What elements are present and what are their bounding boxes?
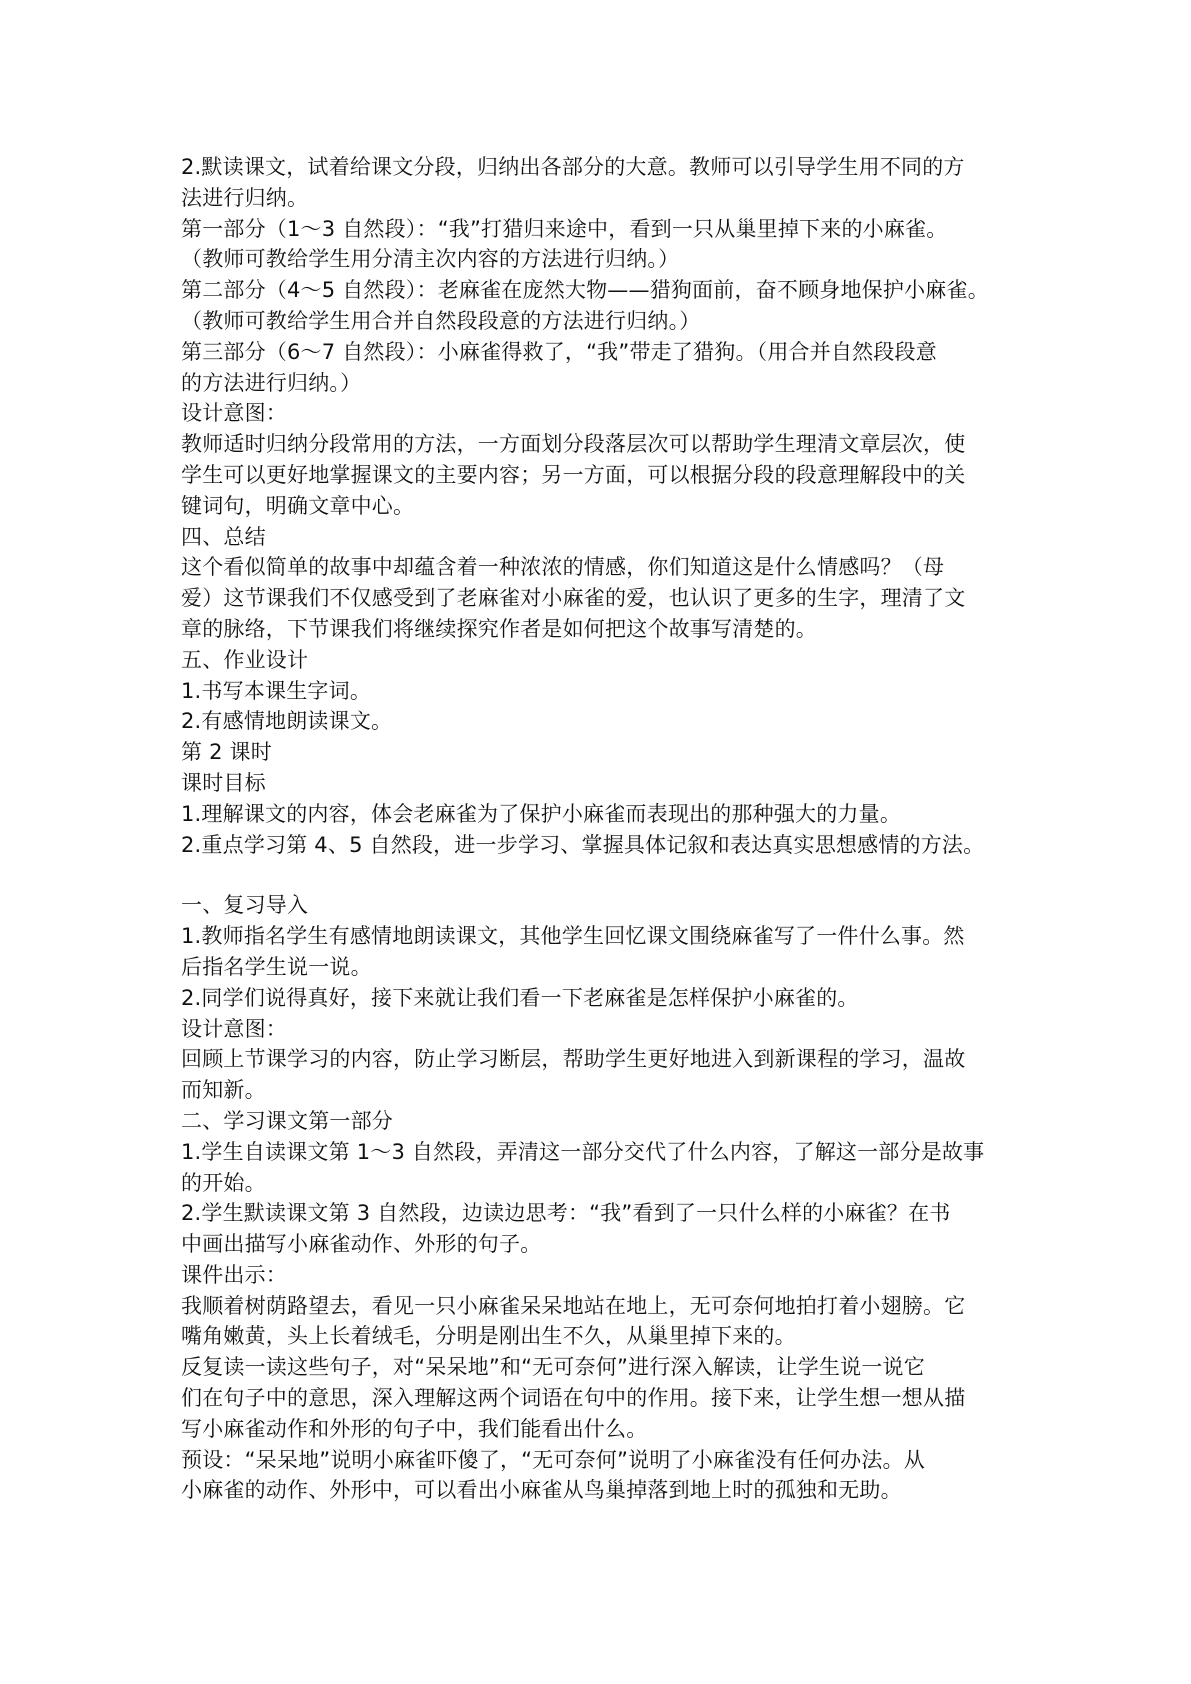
text-line: 2.同学们说得真好，接下来就让我们看一下老麻雀是怎样保护小麻雀的。: [181, 985, 859, 1010]
text-line: 2.默读课文，试着给课文分段，归纳出各部分的大意。教师可以引导学生用不同的方: [181, 155, 965, 179]
text-line: 2.学生默读课文第 3 自然段，边读边思考：“我”看到了一只什么样的小麻雀？在书: [181, 1201, 951, 1226]
text-line: 2.有感情地朗读课文。: [181, 709, 393, 734]
text-line: 1.学生自读课文第 1～3 自然段，弄清这一部分交代了什么内容，了解这一部分是故事: [181, 1139, 985, 1164]
text-line: 回顾上节课学习的内容，防止学习断层，帮助学生更好地进入到新课程的学习，温故: [181, 1047, 966, 1072]
document-page: [181, 152, 1031, 1506]
text-line: 课时目标: [181, 770, 266, 795]
text-line: 课件出示：: [181, 1262, 287, 1287]
text-line: 后指名学生说一说。: [181, 954, 372, 979]
text-line: 中画出描写小麻雀动作、外形的句子。: [181, 1232, 542, 1257]
text-line: 法进行归纳。: [181, 185, 309, 210]
text-line: 第一部分（1～3 自然段）：“我”打猎归来途中，看到一只从巢里掉下来的小麻雀。: [181, 216, 948, 241]
text-line: 这个看似简单的故事中却蕴含着一种浓浓的情感，你们知道这是什么情感吗？（母: [181, 555, 945, 580]
text-line: 第二部分（4～5 自然段）：老麻雀在庞然大物——猎狗面前，奋不顾身地保护小麻雀。: [181, 278, 989, 303]
text-line: 爱）这节课我们不仅感受到了老麻雀对小麻雀的爱，也认识了更多的生字，理清了文: [181, 586, 966, 611]
text-line: 嘴角嫩黄，头上长着绒毛，分明是刚出生不久，从巢里掉下来的。: [181, 1324, 796, 1349]
text-line: 第 2 课时: [181, 740, 272, 765]
text-line: 学生可以更好地掌握课文的主要内容；另一方面，可以根据分段的段意理解段中的关: [181, 462, 966, 487]
text-line: 五、作业设计: [181, 647, 309, 672]
text-line: 小麻雀的动作、外形中，可以看出小麻雀从鸟巢掉落到地上时的孤独和无助。: [181, 1478, 902, 1503]
text-line: 2.重点学习第 4、5 自然段，进一步学习、掌握具体记叙和表达真实思想感情的方法。: [181, 832, 985, 857]
text-line: 第三部分（6～7 自然段）：小麻雀得救了，“我”带走了猎狗。（用合并自然段段意: [181, 339, 937, 364]
text-line: （教师可教给学生用合并自然段段意的方法进行归纳。）: [181, 308, 701, 333]
text-line: 四、总结: [181, 524, 266, 549]
text-line: 的开始。: [181, 1170, 266, 1195]
text-line: 反复读一读这些句子，对“呆呆地”和“无可奈何”进行深入解读，让学生说一说它: [181, 1355, 925, 1380]
text-line: 教师适时归纳分段常用的方法，一方面划分段落层次可以帮助学生理清文章层次，使: [181, 432, 966, 457]
text-line: 设计意图：: [181, 1016, 287, 1041]
text-line: 而知新。: [181, 1078, 266, 1103]
text-line: 1.理解课文的内容，体会老麻雀为了保护小麻雀而表现出的那种强大的力量。: [181, 801, 902, 826]
text-line: （教师可教给学生用分清主次内容的方法进行归纳。）: [181, 247, 680, 272]
text-line: 章的脉络，下节课我们将继续探究作者是如何把这个故事写清楚的。: [181, 616, 817, 641]
text-line: 们在句子中的意思，深入理解这两个词语在句中的作用。接下来，让学生想一想从描: [181, 1386, 966, 1411]
text-line: 1.书写本课生字词。: [181, 678, 372, 703]
text-line: 的方法进行归纳。）: [181, 370, 362, 395]
text-line: 键词句，明确文章中心。: [181, 493, 415, 518]
blank-line: [181, 860, 1031, 890]
text-line: 二、学习课文第一部分: [181, 1108, 393, 1133]
text-line: 一、复习导入: [181, 893, 309, 918]
text-line: 设计意图：: [181, 401, 287, 426]
text-line: 我顺着树荫路望去，看见一只小麻雀呆呆地站在地上，无可奈何地拍打着小翅膀。它: [181, 1293, 966, 1318]
text-line: 1.教师指名学生有感情地朗读课文，其他学生回忆课文围绕麻雀写了一件什么事。然: [181, 924, 965, 949]
text-line: 预设：“呆呆地”说明小麻雀吓傻了，“无可奈何”说明了小麻雀没有任何办法。从: [181, 1447, 925, 1472]
text-line: 写小麻雀动作和外形的句子中，我们能看出什么。: [181, 1416, 648, 1441]
